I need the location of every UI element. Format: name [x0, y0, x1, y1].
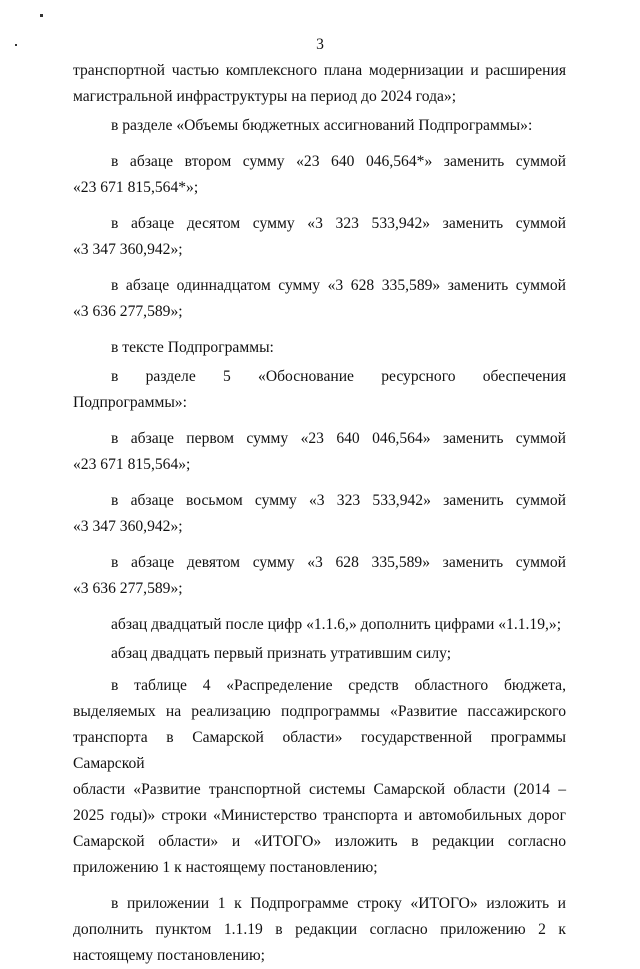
paragraph	[73, 426, 566, 478]
paragraph	[73, 673, 566, 881]
paragraph	[73, 891, 566, 969]
text-line: транспорта в Самарской области» государственной программы Самарской	[73, 729, 566, 772]
text-line: транспортной частью комплексного плана модернизации и расширения	[73, 62, 566, 79]
text-line: 2025 годы)» строки «Министерство транспорта и автомобильных дорог	[73, 807, 566, 824]
text-line: в абзаце десятом сумму «3 323 533,942» заменить суммой	[111, 215, 566, 232]
text-line: Самарской области» и «ИТОГО» изложить в редакции согласно	[73, 833, 566, 850]
paragraph	[73, 58, 566, 110]
text-line: настоящему постановлению;	[73, 947, 266, 964]
text-line: «3 347 360,942»;	[73, 518, 183, 535]
text-line: «3 636 277,589»;	[73, 303, 183, 320]
text-line: в разделе «Объемы бюджетных ассигнований Подпрограммы»:	[111, 117, 533, 134]
paragraph	[73, 113, 566, 139]
text-line: в абзаце восьмом сумму «3 323 533,942» заменить суммой	[111, 492, 566, 509]
text-line: в тексте Подпрограммы:	[111, 339, 274, 356]
text-line: области «Развитие транспортной системы Самарской области (2014 –	[73, 781, 566, 798]
text-line: приложению 1 к настоящему постановлению;	[73, 859, 378, 876]
paragraph	[73, 364, 566, 416]
text-line: в абзаце первом сумму «23 640 046,564» заменить суммой	[111, 430, 566, 447]
text-line: «3 636 277,589»;	[73, 580, 183, 597]
document-body	[73, 58, 566, 969]
text-line: абзац двадцатый после цифр «1.1.6,» дополнить цифрами «1.1.19,»;	[111, 616, 562, 633]
text-line: в абзаце девятом сумму «3 628 335,589» заменить суммой	[111, 554, 566, 571]
paragraph	[73, 641, 566, 667]
paragraph	[73, 211, 566, 263]
text-line: выделяемых на реализацию подпрограммы «Развитие пассажирского	[73, 703, 566, 720]
text-line: в разделе 5 «Обоснование ресурсного обеспечения Подпрограммы»:	[73, 368, 566, 411]
paragraph	[73, 550, 566, 602]
text-line: «23 671 815,564*»;	[73, 179, 199, 196]
text-line: в приложении 1 к Подпрограмме строку «ИТОГО» изложить и	[111, 895, 566, 912]
text-line: в таблице 4 «Распределение средств областного бюджета,	[111, 677, 566, 694]
paragraph	[73, 149, 566, 201]
text-line: в абзаце одиннадцатом сумму «3 628 335,589» заменить суммой	[111, 277, 566, 294]
text-line: «3 347 360,942»;	[73, 241, 183, 258]
paragraph	[73, 335, 566, 361]
text-line: дополнить пунктом 1.1.19 в редакции согласно приложению 2 к	[73, 921, 566, 938]
text-line: «23 671 815,564»;	[73, 456, 191, 473]
paragraph	[73, 612, 566, 638]
paragraph	[73, 488, 566, 540]
text-line: абзац двадцать первый признать утратившим силу;	[111, 645, 452, 662]
text-line: в абзаце втором сумму «23 640 046,564*» заменить суммой	[111, 153, 566, 170]
page-number: 3	[316, 36, 324, 53]
text-line: магистральной инфраструктуры на период до 2024 года»;	[73, 88, 457, 105]
paragraph	[73, 273, 566, 325]
scan-speck	[40, 14, 43, 17]
